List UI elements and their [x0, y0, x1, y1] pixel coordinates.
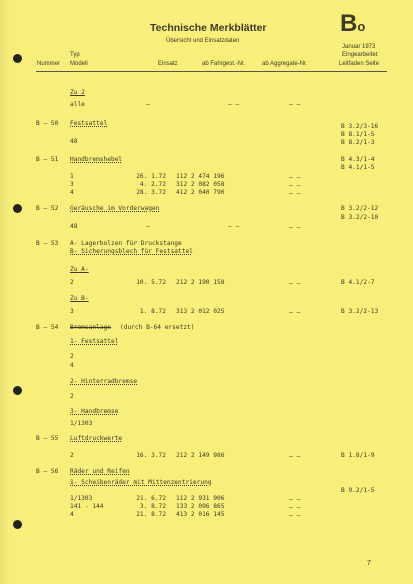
cell-einsatz: 3. 8.72: [139, 503, 166, 510]
leitfaden-ref: B 4.1/2-7: [341, 279, 375, 286]
cell-aggregat: – –: [289, 190, 301, 197]
cell-modell: 1/1303: [70, 495, 93, 502]
entry-title: Räder und Reifen: [70, 468, 130, 475]
cell-modell: 141 - 144: [70, 503, 104, 510]
cell-modell: 2: [70, 353, 74, 360]
entry-number: B – 52: [36, 205, 59, 212]
cell-aggregat: – –: [289, 453, 301, 460]
col-typ: Typ: [70, 52, 80, 58]
cell-modell: 2: [70, 452, 74, 459]
group-heading: 1- Scheibenräder mit Mittenzentrierung: [70, 479, 212, 486]
cell-aggregat: – –: [289, 280, 301, 287]
entry-title: Festsattel: [70, 120, 108, 127]
cell-einsatz: 21. 6.72: [136, 495, 166, 502]
col-modell: Modell: [70, 61, 88, 67]
leitfaden-ref: B 9.2/1-5: [341, 487, 375, 494]
leitfaden-ref: B 3.2/2-13: [341, 308, 379, 315]
cell-modell: alle: [70, 101, 85, 108]
cell-modell: 2: [70, 279, 74, 286]
cell-aggregat: – –: [289, 512, 301, 519]
entry-title: Handbremshebel: [70, 156, 123, 163]
leitfaden-ref: B 3.2/2-12: [341, 205, 379, 212]
entry-number: B – 53: [36, 240, 59, 247]
col-leitfaden: Leitfaden Seite: [339, 61, 380, 67]
cell-einsatz: 28. 3.72: [136, 189, 166, 196]
cell-einsatz: 4. 2.72: [139, 181, 166, 188]
sub-heading: Zu A-: [70, 266, 89, 273]
section-badge: [340, 12, 365, 39]
group-heading: 1- Festsattel: [70, 338, 119, 345]
col-aggregat: ab Aggregate-Nr.: [262, 61, 308, 67]
cell-einsatz: –: [146, 223, 150, 230]
cell-fahrgest: 312 2 082 058: [176, 181, 225, 188]
entry-number: B – 50: [36, 120, 59, 127]
leitfaden-ref: B 1.8/1-9: [341, 452, 375, 459]
col-einsatz: Einsatz: [158, 61, 178, 67]
entry-title: B- Sicherungsblech für Festsattel: [70, 248, 193, 255]
punch-hole: [13, 204, 22, 213]
cell-aggregat: – –: [289, 496, 301, 503]
entry-title: A- Lagerbolzen für Druckstange: [70, 240, 182, 247]
cell-aggregat: – –: [289, 504, 301, 511]
leitfaden-ref: B 8.1/1-5: [341, 131, 375, 138]
cell-modell: 48: [70, 223, 78, 230]
cell-modell: 3: [70, 308, 74, 315]
punch-hole: [13, 386, 22, 395]
cell-einsatz: 26. 1.72: [136, 173, 166, 180]
cell-fahrgest: 112 2 474 196: [176, 173, 225, 180]
cell-aggregat: – –: [289, 101, 301, 108]
entry-number: B – 56: [36, 468, 59, 475]
status-line: Eingearbeitet: [342, 52, 378, 58]
col-fahrgest: ab Fahrgest.-Nr.: [202, 61, 246, 67]
cell-modell: 1/1303: [70, 420, 93, 427]
cell-fahrgest: – –: [228, 223, 240, 230]
cell-aggregat: – –: [289, 224, 301, 231]
group-heading: 3- Handbremse: [70, 408, 119, 415]
leitfaden-ref: B 4.1/1-5: [341, 164, 375, 171]
cell-einsatz: 16. 3.72: [136, 452, 166, 459]
cell-modell: 2: [70, 393, 74, 400]
cell-einsatz: 10. 5.72: [136, 279, 166, 286]
entry-number: B – 54: [36, 324, 59, 331]
page-number: 7: [367, 560, 371, 567]
cell-fahrgest: 412 2 040 790: [176, 189, 225, 196]
leitfaden-ref: B 4.3/1-4: [341, 156, 375, 163]
cell-einsatz: –: [146, 101, 150, 108]
page-subtitle: Übersicht und Einsatzdaten: [166, 38, 240, 44]
sub-heading: Zu 2: [70, 89, 85, 96]
cell-fahrgest: 413 2 016 145: [176, 511, 225, 518]
cell-fahrgest: 133 2 096 865: [176, 503, 225, 510]
cell-aggregat: – –: [289, 309, 301, 316]
cell-modell: 4: [70, 189, 74, 196]
sub-heading: Zu B-: [70, 295, 89, 302]
cell-fahrgest: – –: [228, 101, 240, 108]
cell-einsatz: 1. 8.72: [139, 308, 166, 315]
punch-hole: [13, 54, 22, 63]
entry-title: Luftdruckwerte: [70, 435, 123, 442]
entry-title-struck: Bremsanlage: [70, 324, 111, 331]
cell-fahrgest: 212 2 190 158: [176, 279, 225, 286]
header-rule: [36, 71, 387, 72]
entry-number: B – 55: [36, 435, 59, 442]
entry-title: Geräusche im Vorderwagen: [70, 205, 160, 212]
punch-hole: [13, 520, 22, 529]
cell-fahrgest: 112 2 931 906: [176, 495, 225, 502]
cell-modell: 48: [70, 138, 78, 145]
group-heading: 2- Hinterradbremse: [70, 378, 138, 385]
cell-einsatz: 21. 8.72: [136, 511, 166, 518]
leitfaden-ref: B 8.2/1-3: [341, 139, 375, 146]
date-line: Januar 1973: [342, 44, 376, 50]
cell-aggregat: – –: [289, 182, 301, 189]
col-nummer: Nummer: [37, 61, 61, 67]
leitfaden-ref: B 3.2/3-16: [341, 123, 379, 130]
cell-fahrgest: 313 2 012 025: [176, 308, 225, 315]
section-letter: B: [340, 10, 358, 37]
entry-note: (durch B-64 ersetzt): [120, 324, 195, 331]
cell-fahrgest: 212 2 149 986: [176, 452, 225, 459]
cell-aggregat: – –: [289, 174, 301, 181]
cell-modell: 3: [70, 181, 74, 188]
cell-modell: 4: [70, 511, 74, 518]
cell-modell: 1: [70, 173, 74, 180]
leitfaden-ref: B 3.2/2-10: [341, 214, 379, 221]
entry-number: B – 51: [36, 156, 59, 163]
cell-modell: 4: [70, 362, 74, 369]
section-sub: o: [357, 19, 366, 34]
page-title: Technische Merkblätter: [150, 22, 267, 34]
